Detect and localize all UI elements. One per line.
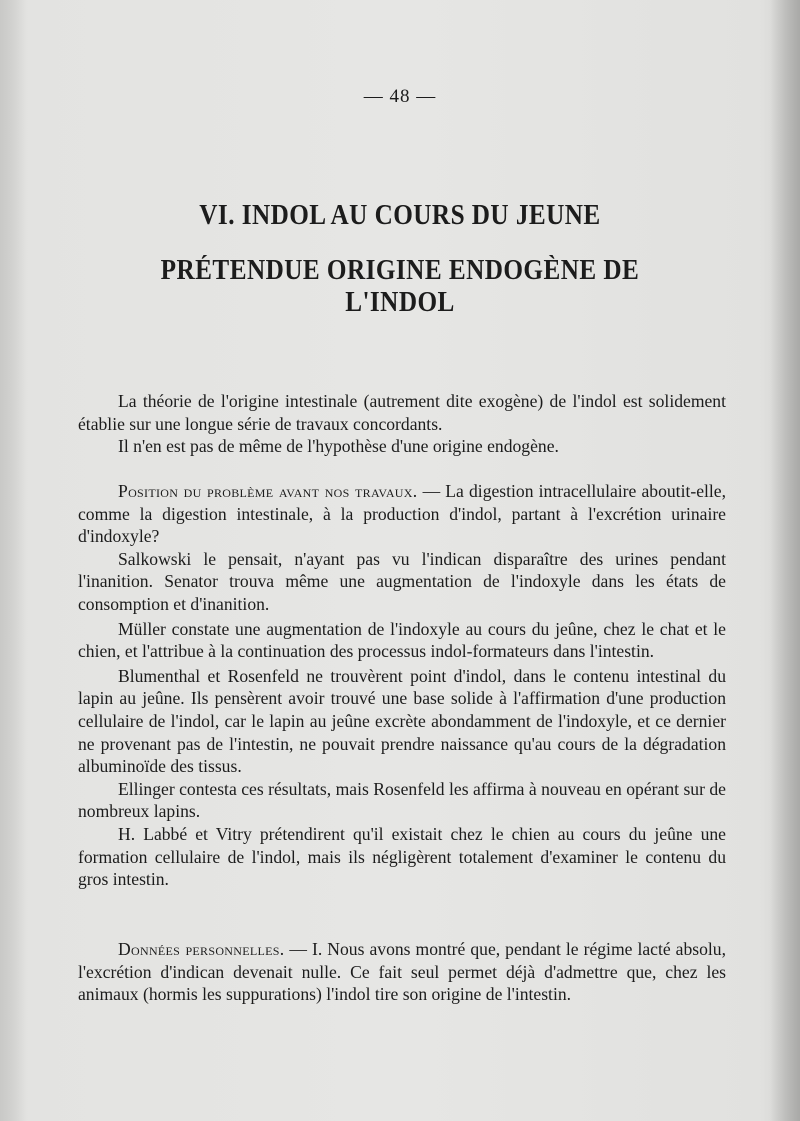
left-page-shadow bbox=[0, 0, 28, 1121]
page-number: — 48 — bbox=[363, 86, 437, 107]
body-paragraph: H. Labbé et Vitry prétendirent qu'il existait chez le chien au cours du jeûne une formation cellulaire de l'indol, mais ils négligèrent totalement d'examiner le contenu du gros intestin. bbox=[78, 823, 726, 890]
body-paragraph: Blumenthal et Rosenfeld ne trouvèrent point d'indol, dans le contenu intestinal du lapin au jeûne. Ils pensèrent avoir trouvé une base solide à l'affirmation d'une production cellulaire de l'indol, car le lapin au jeûne excrète abondamment de l'indoxyle, et ce dernier ne provenant pas de l'intestin, ne pouvait prendre naissance qu'au cours de la dégradation albuminoïde des tissus. bbox=[78, 665, 726, 777]
section-problem-first-text: — La digestion intracellulaire aboutit-elle, comme la digestion intestinale, à la production d'indol, partant à l'excrétion urinaire d'indoxyle? bbox=[78, 481, 726, 547]
intro-paragraph: La théorie de l'origine intestinale (autrement dite exogène) de l'indol est solidement établie sur une longue série de travaux concordants. bbox=[78, 391, 726, 434]
intro-block bbox=[78, 390, 726, 458]
right-page-shadow bbox=[770, 0, 800, 1121]
section-personal-paragraph bbox=[78, 938, 726, 1006]
section-problem-first-paragraph bbox=[78, 480, 726, 548]
section-problem bbox=[78, 480, 726, 891]
section-personal-data bbox=[78, 938, 726, 1006]
section-heading-problem: Position du problème avant nos travaux. bbox=[118, 481, 418, 501]
body-paragraph: Müller constate une augmentation de l'indoxyle au cours du jeûne, chez le chat et le chien, et l'attribue à la continuation des processus indol-formateurs dans l'intestin. bbox=[78, 618, 726, 662]
body-paragraph: Ellinger contesta ces résultats, mais Rosenfeld les affirma à nouveau en opérant sur de nombreux lapins. bbox=[78, 778, 726, 822]
chapter-subtitle: PRÉTENDUE ORIGINE ENDOGÈNE DE L'INDOL bbox=[160, 255, 640, 318]
chapter-title: VI. INDOL AU COURS DU JEUNE bbox=[199, 200, 601, 231]
section-personal-text: — I. Nous avons montré que, pendant le régime lacté absolu, l'excrétion d'indican devenait nulle. Ce fait seul permet déjà d'admettre que, chez les animaux (hormis les suppurations) l'indol tire son origine de l'intestin. bbox=[78, 939, 726, 1005]
intro-paragraph: Il n'en est pas de même de l'hypothèse d'une origine endogène. bbox=[118, 436, 559, 457]
section-heading-personal: Données personnelles. bbox=[118, 939, 285, 959]
body-paragraph: Salkowski le pensait, n'ayant pas vu l'indican disparaître des urines pendant l'inanition. Senator trouva même une augmentation de l'indoxyle dans les états de consomption et d'inanition. bbox=[78, 548, 726, 614]
